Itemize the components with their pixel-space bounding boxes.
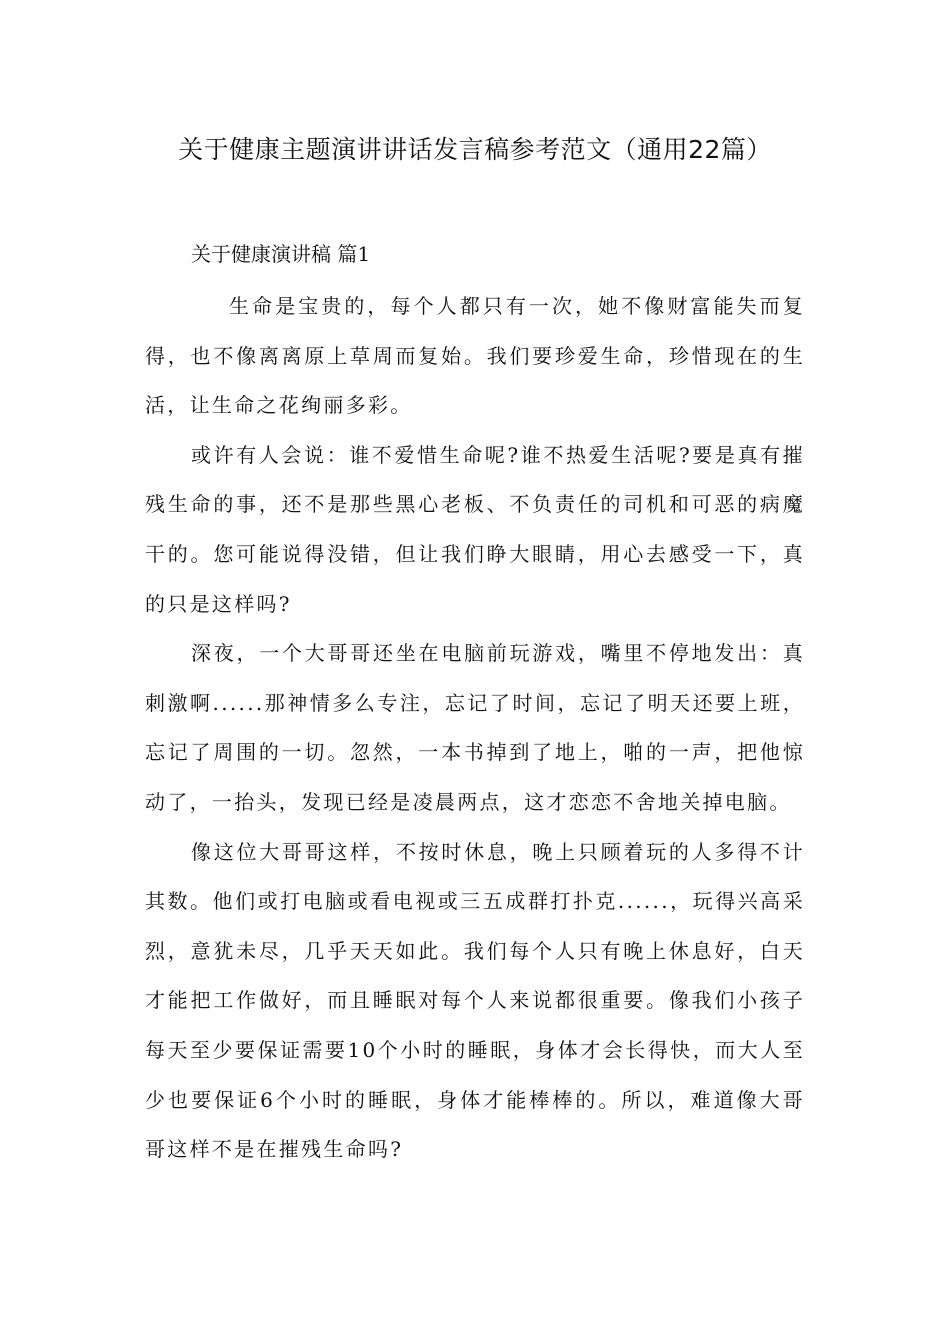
section-heading: 关于健康演讲稿 篇1	[191, 242, 371, 266]
paragraph: 或许有人会说：谁不爱惜生命呢?谁不热爱生活呢?要是真有摧残生命的事，还不是那些黑心老板、不负责任的司机和可恶的病魔干的。您可能说得没错，但让我们睁大眼睛，用心去感受一下，真的只是这样吗?	[145, 442, 805, 616]
paragraph: 深夜，一个大哥哥还坐在电脑前玩游戏，嘴里不停地发出：真刺激啊......那神情多么专注，忘记了时间，忘记了明天还要上班，忘记了周围的一切。忽然，一本书掉到了地上，啪的一声，把他惊动了，一抬头，发现已经是凌晨两点，这才恋恋不舍地关掉电脑。	[145, 641, 805, 814]
document-body	[145, 282, 805, 1175]
document-title: 关于健康主题演讲讲话发言稿参考范文（通用22篇）	[178, 135, 772, 164]
paragraph: 像这位大哥哥这样，不按时休息，晚上只顾着玩的人多得不计其数。他们或打电脑或看电视或三五成群打扑克......，玩得兴高采烈，意犹未尽，几乎天天如此。我们每个人只有晚上休息好，白天才能把工作做好，而且睡眠对每个人来说都很重要。像我们小孩子每天至少要保证需要10个小时的睡眠，身体才会长得快，而大人至少也要保证6个小时的睡眠，身体才能棒棒的。所以，难道像大哥哥这样不是在摧残生命吗?	[145, 839, 805, 1162]
paragraph: 生命是宝贵的，每个人都只有一次，她不像财富能失而复得，也不像离离原上草周而复始。我们要珍爱生命，珍惜现在的生活，让生命之花绚丽多彩。	[145, 294, 805, 418]
